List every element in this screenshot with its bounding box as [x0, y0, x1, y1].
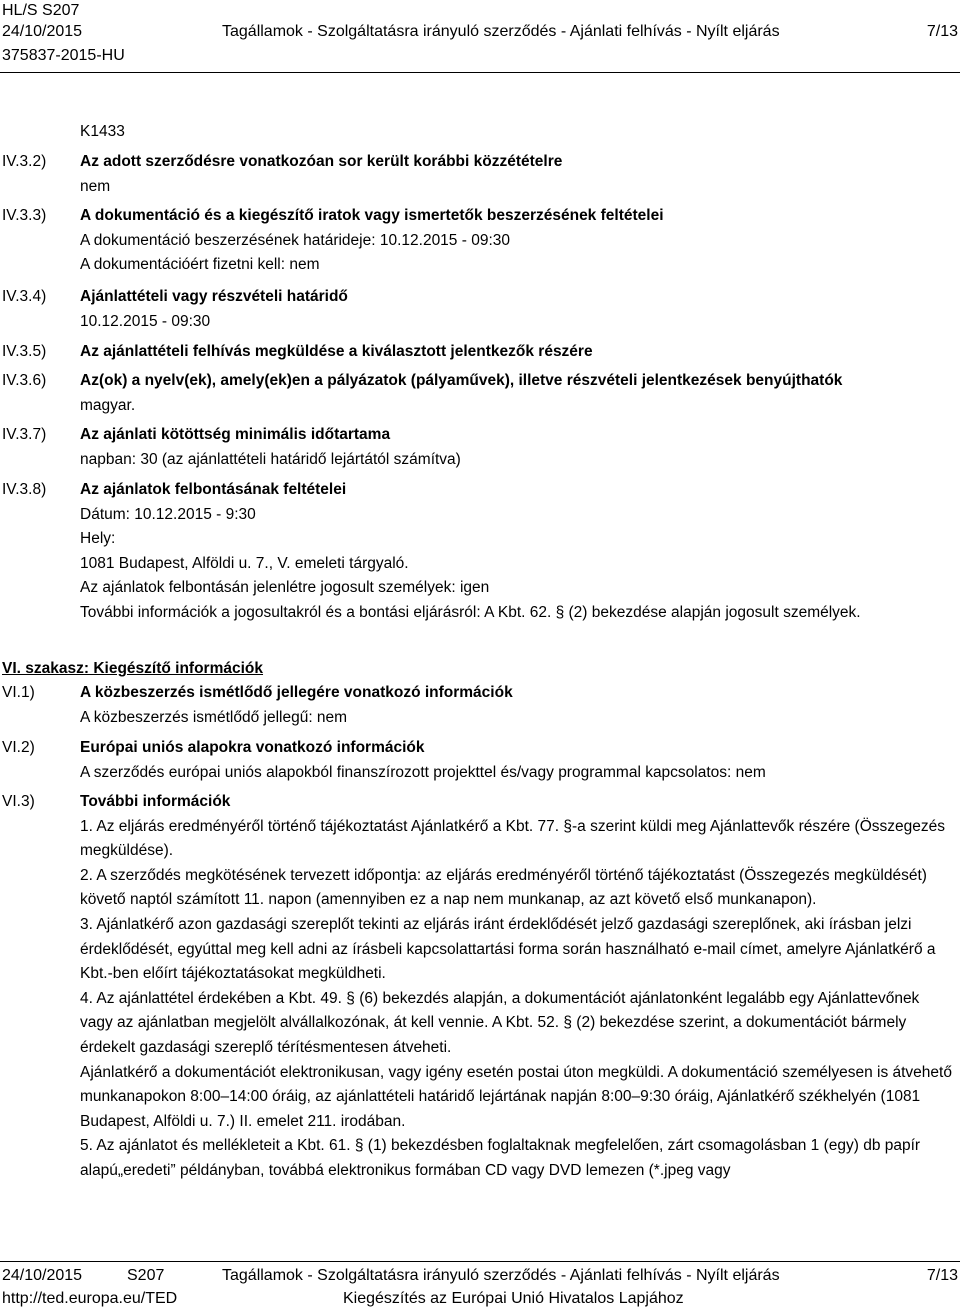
section-value: 10.12.2015 - 09:30	[80, 312, 211, 330]
section-heading: Az ajánlattételi felhívás megküldése a kiválasztott jelentkezők részére	[80, 343, 593, 360]
section-number: IV.3.7)	[2, 426, 47, 443]
section-iv-3-4	[0, 285, 960, 334]
info-paragraph-1: 1. Az eljárás eredményéről történő tájékoztatást Ajánlatkérő a Kbt. 77. §-a szerint küldi meg Ajánlattevők részére (Összegezés megküldése).	[80, 817, 946, 860]
section-vi-3	[0, 790, 960, 1184]
section-heading: Az(ok) a nyelv(ek), amely(ek)en a pályázatok (pályaművek), illetve részvételi jelentkezések benyújthatók	[80, 372, 843, 389]
section-iv-3-3	[0, 204, 960, 278]
section-k1433	[0, 120, 960, 145]
opening-place: 1081 Budapest, Alföldi u. 7., V. emeleti tárgyaló.	[80, 554, 409, 572]
header-code: HL/S S207	[2, 2, 80, 19]
section-number: IV.3.5)	[2, 343, 47, 360]
documentation-payment: A dokumentációért fizetni kell: nem	[80, 256, 320, 274]
opening-date: Dátum: 10.12.2015 - 9:30	[80, 505, 256, 523]
code-text: K1433	[80, 123, 125, 140]
section-value: A közbeszerzés ismétlődő jellegű: nem	[80, 708, 348, 726]
footer-date: 24/10/2015	[2, 1267, 83, 1284]
section-number: IV.3.2)	[2, 153, 47, 170]
section-number: VI.2)	[2, 739, 35, 756]
section-heading: A közbeszerzés ismétlődő jellegére vonatkozó információk	[80, 684, 513, 701]
section-vi-1	[0, 681, 960, 730]
section-number: VI.3)	[2, 793, 35, 810]
section-number: IV.3.6)	[2, 372, 47, 389]
section-heading: További információk	[80, 793, 231, 810]
info-paragraph-5: Ajánlatkérő a dokumentációt elektronikusan, vagy igény esetén postai úton megküldi. A dokumentáció személyesen is átvehető munkanapokon 8:00–14:00 óráig, az ajánlattételi határidő lejártának napján 8:00–9:30 óráig, Ajánlatkérő székhelyén (1081 Budapest, Alföldi u. 7.) II. emelet 211. irodában.	[80, 1063, 952, 1130]
header-row-2	[0, 21, 960, 43]
section-number: IV.3.8)	[2, 481, 47, 498]
section-heading: Európai uniós alapokra vonatkozó információk	[80, 739, 425, 756]
opening-persons: Az ajánlatok felbontásán jelenlétre jogosult személyek: igen	[80, 579, 490, 597]
documentation-deadline: A dokumentáció beszerzésének határideje: 10.12.2015 - 09:30	[80, 231, 510, 249]
section-value: napban: 30 (az ajánlattételi határidő lejártától számítva)	[80, 450, 461, 468]
info-paragraph-6: 5. Az ajánlatot és mellékleteit a Kbt. 61. § (1) bekezdésben foglaltaknak megfelelően, zárt csomagolásban 1 (egy) db papír alapú„eredeti” példányban, továbbá elektronikus formában CD vagy DVD lemezen (*.jpeg vagy	[80, 1137, 921, 1179]
footer-url: http://ted.europa.eu/TED	[2, 1290, 178, 1307]
section-heading: Az adott szerződésre vonatkozóan sor került korábbi közzétételre	[80, 153, 563, 170]
header-date: 24/10/2015	[2, 23, 83, 40]
section-iv-3-5	[0, 340, 960, 365]
section-value: magyar.	[80, 396, 136, 414]
section-number: IV.3.4)	[2, 288, 47, 305]
footer-title: Tagállamok - Szolgáltatásra irányuló szerződés - Ajánlati felhívás - Nyílt eljárás	[222, 1267, 780, 1284]
section-heading: Az ajánlati kötöttség minimális időtartama	[80, 426, 391, 443]
section-value: nem	[80, 177, 111, 195]
part-title: VI. szakasz: Kiegészítő információk	[2, 660, 264, 677]
header-row-3	[0, 45, 960, 67]
footer-row-2	[0, 1288, 960, 1310]
section-vi-2	[0, 736, 960, 785]
section-heading: Ajánlattételi vagy részvételi határidő	[80, 288, 348, 305]
info-paragraph-4: 4. Az ajánlattétel érdekében a Kbt. 49. § (6) bekezdés alapján, a dokumentációt ajánlatonként legalább egy Ajánlattevőnek vagy az ajánlatban megjelölt alvállalkozónak, át kell vennie. A Kbt. 52. § (2) bekezdése szerint, a dokumentációt bármely érdekelt gazdasági szereplő térítésmentesen átveheti.	[80, 989, 920, 1056]
header-rule	[0, 72, 960, 73]
footer-page: 7/13	[926, 1267, 958, 1284]
footer-row-1	[0, 1265, 960, 1287]
section-iv-3-6	[0, 369, 960, 418]
footer-code: S207	[127, 1267, 165, 1284]
header-page: 7/13	[926, 23, 958, 40]
info-paragraph-2: 2. A szerződés megkötésének tervezett időpontja: az eljárás eredményéről történő tájékoztatást (Összegezés megküldését) követő naptól számított 11. napon (amennyiben ez a nap nem munkanap, az azt követő első munkanapon).	[80, 866, 927, 909]
section-iv-3-2	[0, 150, 960, 199]
section-heading: Az ajánlatok felbontásának feltételei	[80, 481, 347, 498]
info-paragraph-3: 3. Ajánlatkérő azon gazdasági szereplőt tekinti az eljárás iránt érdeklődését jelző gazdasági szereplőnek, aki írásban jelzi érdeklődését, egyúttal meg kell adni az írásbeli kapcsolattartási forma során használható e-mail címet, amelyre Ajánlatkérő a Kbt.-ben előírt tájékoztatásokat megküldheti.	[80, 915, 936, 983]
section-heading: A dokumentáció és a kiegészítő iratok vagy ismertetők beszerzésének feltételei	[80, 207, 664, 224]
header-title: Tagállamok - Szolgáltatásra irányuló szerződés - Ajánlati felhívás - Nyílt eljárás	[222, 23, 780, 40]
footer-rule	[0, 1261, 960, 1262]
section-number: IV.3.3)	[2, 207, 47, 224]
section-iv-3-8	[0, 478, 960, 626]
footer-publisher: Kiegészítés az Európai Unió Hivatalos Lapjához	[343, 1290, 684, 1307]
section-number: VI.1)	[2, 684, 35, 701]
header-row-1	[0, 0, 960, 22]
opening-place-label: Hely:	[80, 530, 116, 548]
header-doc-id: 375837-2015-HU	[2, 47, 125, 64]
section-vi-title	[0, 657, 960, 682]
section-iv-3-7	[0, 423, 960, 472]
opening-info: További információk a jogosultakról és a bontási eljárásról: A Kbt. 62. § (2) bekezdése alapján jogosult személyek.	[80, 603, 861, 621]
section-value: A szerződés európai uniós alapokból finanszírozott projekttel és/vagy programmal kapcsolatos: nem	[80, 763, 766, 781]
